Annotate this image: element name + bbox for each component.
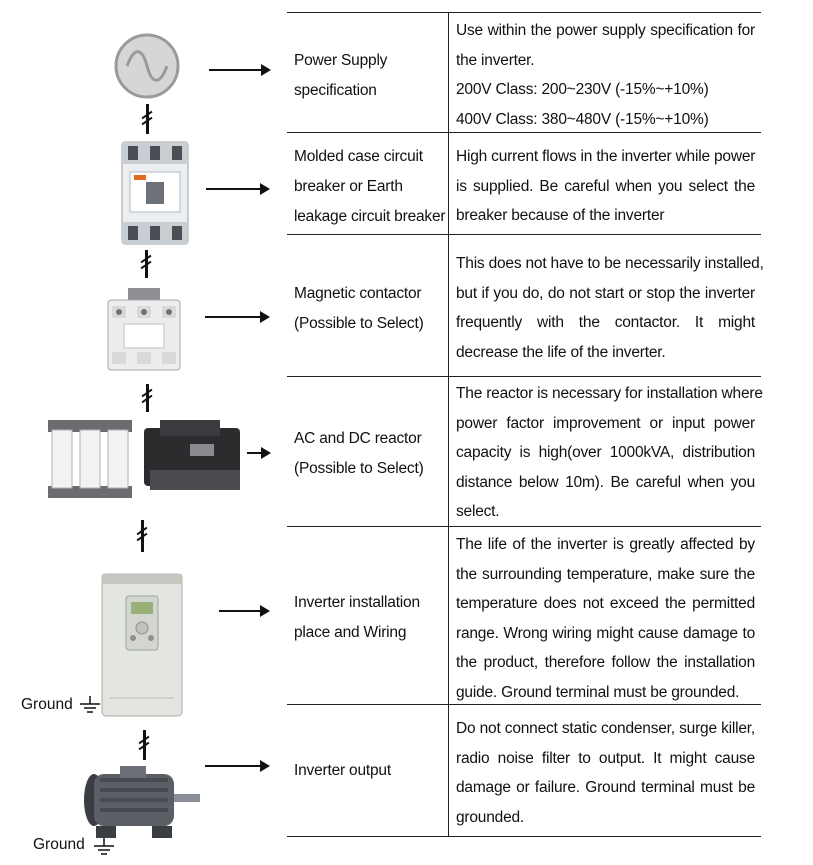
column-divider: [448, 12, 449, 837]
arrow-right-icon: [247, 452, 269, 454]
row-desc-output: Do not connect static condenser, surge killer, radio noise filter to output. It might cause damage or failure. Ground terminal must be grounded.: [456, 720, 755, 826]
arrow-right-icon: [205, 765, 268, 767]
row-label-inverter: Inverter installation place and Wiring: [294, 594, 420, 641]
arrow-right-icon: [209, 69, 269, 71]
row-label-breaker: Molded case circuit breaker or Earth leakage circuit breaker: [294, 148, 446, 225]
row-desc-reactor: The reactor is necessary for installation where power factor improvement or input power capacity is high(over 1000kVA, distribution distance below 10m). Be careful when you select.: [456, 385, 763, 521]
row-divider: [287, 234, 761, 235]
row-label-power-supply: Power Supply specification: [294, 52, 388, 99]
magnetic-contactor-image: [104, 286, 184, 372]
reactor-image: [40, 414, 246, 500]
row-label-reactor: AC and DC reactor (Possible to Select): [294, 430, 424, 477]
arrow-right-icon: [219, 610, 268, 612]
ground-symbol-icon: [92, 838, 116, 858]
inverter-image: [100, 572, 184, 718]
ac-source-icon: [114, 33, 180, 99]
ground-symbol-icon: [78, 696, 102, 716]
row-divider: [287, 376, 761, 377]
motor-image: [80, 764, 204, 842]
table-top-border: [287, 12, 761, 13]
row-desc-power-supply: Use within the power supply specification for the inverter. 200V Class: 200~230V (-15%~+10%) 400V Class: 380~480V (-15%~+10%): [456, 22, 755, 128]
ground-label: Ground: [21, 696, 73, 713]
circuit-breaker-image: [118, 140, 192, 246]
arrow-right-icon: [205, 316, 268, 318]
row-desc-inverter: The life of the inverter is greatly affected by the surrounding temperature, make sure the temperature does not exceed the permitted range. Wrong wiring might cause damage to the product, therefore follow the installation guide. Ground terminal must be grounded.: [456, 536, 755, 701]
row-desc-contactor: This does not have to be necessarily installed, but if you do, do not start or stop the inverter frequently with the contactor. It might decrease the life of the inverter.: [456, 255, 764, 361]
table-bottom-border: [287, 836, 761, 837]
arrow-right-icon: [206, 188, 268, 190]
row-label-contactor: Magnetic contactor (Possible to Select): [294, 285, 424, 332]
row-desc-breaker: High current flows in the inverter while power is supplied. Be careful when you select the breaker because of the inverter: [456, 148, 756, 225]
row-label-output: Inverter output: [294, 762, 391, 779]
ground-label: Ground: [33, 836, 85, 853]
